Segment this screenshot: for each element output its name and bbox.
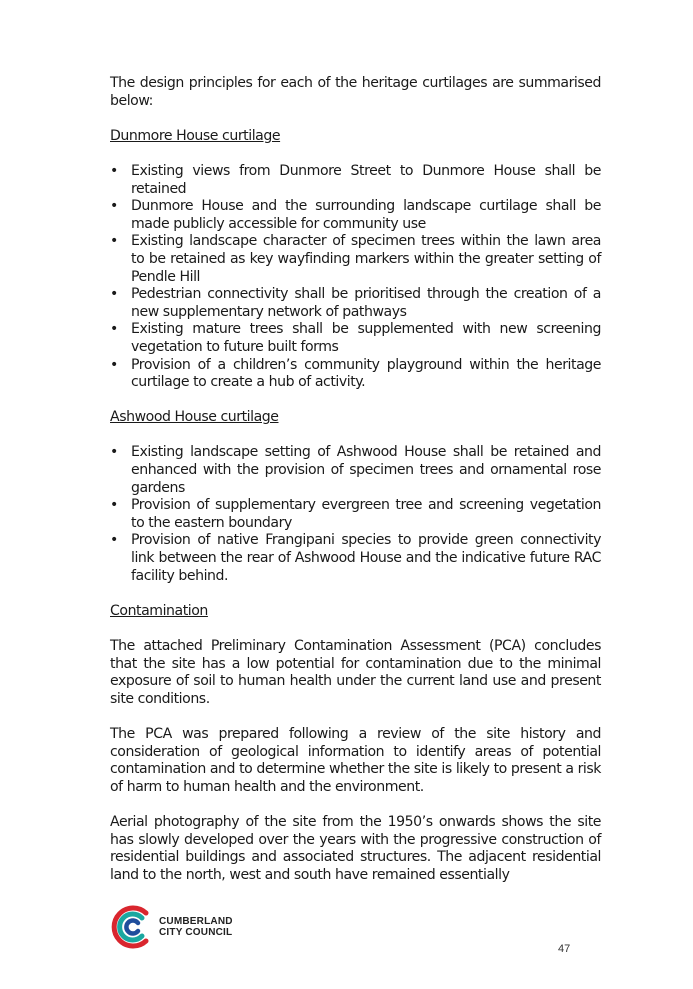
dunmore-heading: Dunmore House curtilage [110, 127, 281, 144]
list-item: • Existing landscape setting of Ashwood House shall be retained and enhanced with the provision of specimen trees and ornamental rose gardens [110, 444, 601, 497]
list-item: • Existing landscape character of specimen trees within the lawn area to be retained as key wayfinding markers within the greater setting of Pendle Hill [110, 233, 601, 286]
list-item: • Dunmore House and the surrounding landscape curtilage shall be made publicly accessible for community use [110, 198, 601, 233]
council-logo-icon [110, 905, 154, 949]
logo-text [159, 916, 233, 938]
list-item: • Provision of a children’s community playground within the heritage curtilage to create a hub of activity. [110, 357, 601, 392]
page-number: 47 [558, 943, 571, 955]
ashwood-bullet-list [110, 444, 601, 585]
ashwood-heading: Ashwood House curtilage [110, 409, 279, 426]
dunmore-bullet-list [110, 163, 601, 392]
contamination-paragraph-1: The attached Preliminary Contamination Assessment (PCA) concludes that the site has a low potential for contamination due to the minimal exposure of soil to human health under the current land use and present site conditions. [110, 638, 601, 707]
list-item: • Provision of supplementary evergreen tree and screening vegetation to the eastern boundary [110, 497, 601, 532]
document-body [110, 75, 601, 884]
council-logo [110, 905, 233, 949]
list-item: • Provision of native Frangipani species to provide green connectivity link between the rear of Ashwood House and the indicative future RAC facility behind. [110, 532, 601, 585]
intro-paragraph: The design principles for each of the heritage curtilages are summarised below: [110, 75, 601, 109]
logo-line-2: CITY COUNCIL [159, 927, 233, 938]
logo-line-1: CUMBERLAND [159, 916, 233, 927]
contamination-paragraph-2: The PCA was prepared following a review of the site history and consideration of geological information to identify areas of potential contamination and to determine whether the site is likely to present a risk of harm to human health and the environment. [110, 725, 601, 795]
list-item: • Pedestrian connectivity shall be prioritised through the creation of a new supplementary network of pathways [110, 286, 601, 321]
list-item: • Existing views from Dunmore Street to Dunmore House shall be retained [110, 163, 601, 198]
contamination-paragraph-3: Aerial photography of the site from the 1950’s onwards shows the site has slowly developed over the years with the progressive construction of residential buildings and associated structures. The adjacent residential land to the north, west and south have remained essentially [110, 813, 601, 883]
list-item: • Existing mature trees shall be supplemented with new screening vegetation to future built forms [110, 321, 601, 356]
contamination-heading: Contamination [110, 602, 208, 619]
